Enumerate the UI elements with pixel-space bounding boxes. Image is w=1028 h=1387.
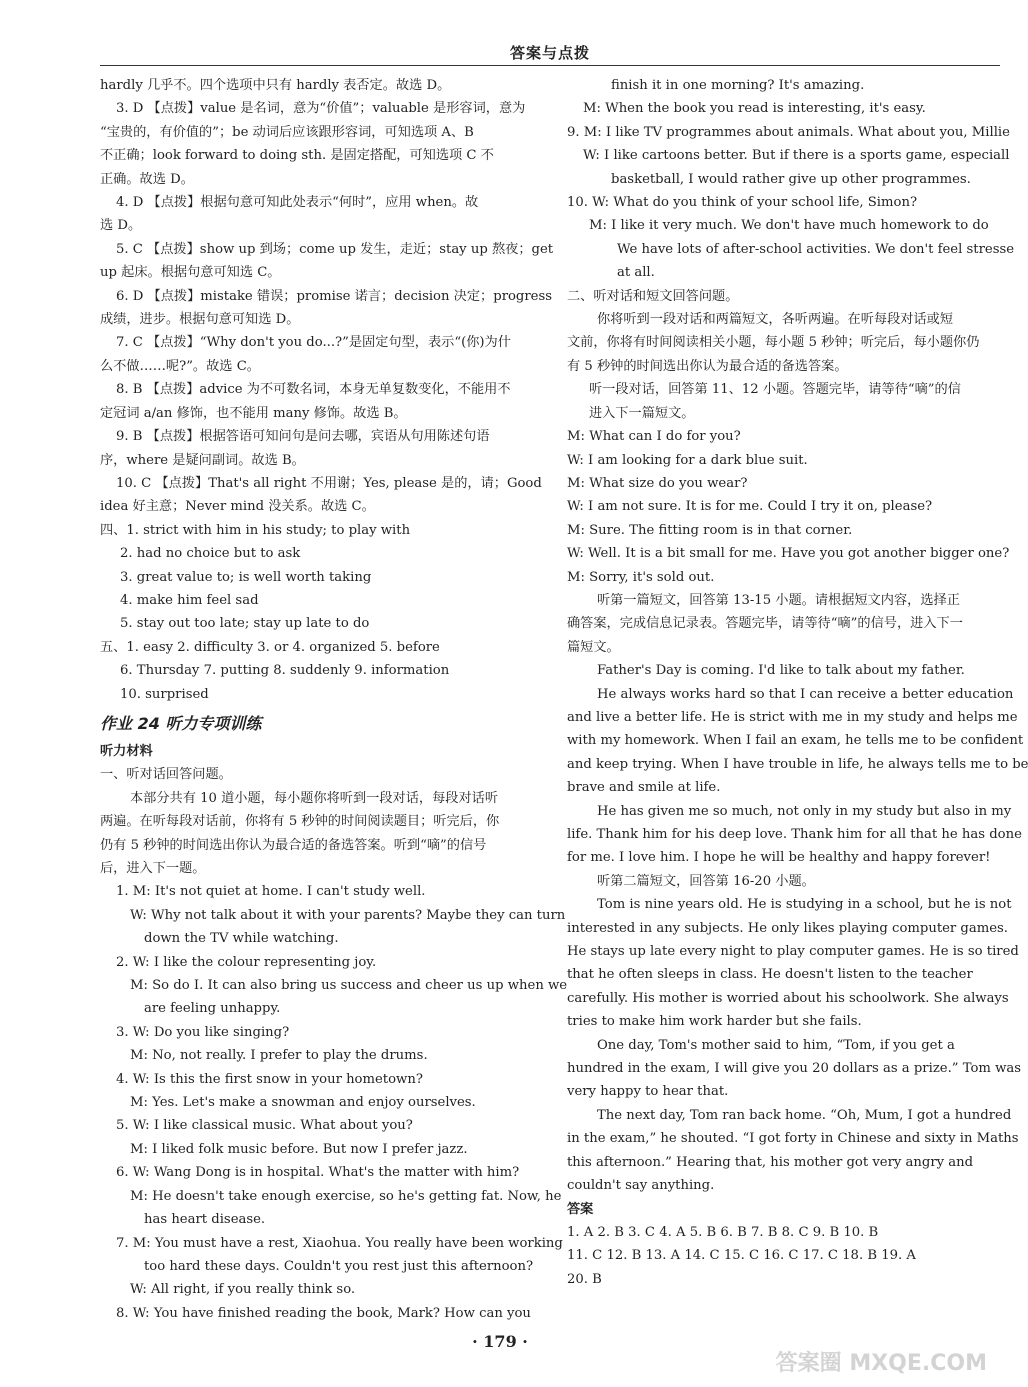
section-title: 作业 24 听力专项训练 [100,713,262,733]
text-line: 10. surprised [120,686,209,702]
page-number: · 179 · [472,1332,528,1351]
text-line: 7. C 【点拨】“Why don't you do...?”是固定句型，表示“(你)为什 [116,335,511,351]
text-line: He stays up late every night to play computer games. He is so tired [567,944,1019,960]
text-line: He always works hard so that I can receive a better education [597,686,1014,702]
text-line: “宝贵的，有价值的”；be 动词后应该跟形容词，可知选项 A、B [100,124,474,140]
text-line: 10. W: What do you think of your school life, Simon? [567,195,918,211]
text-line: down the TV while watching. [144,931,339,947]
text-line: M: I like it very much. We don't have much homework to do [589,218,989,234]
text-line: this afternoon.” Hearing that, his mother got very angry and [567,1154,974,1170]
text-line: M: Yes. Let's make a snowman and enjoy ourselves. [130,1095,476,1111]
text-line: M: When the book you read is interesting, it's easy. [583,101,926,117]
text-line: 3. great value to; is well worth taking [120,569,372,585]
text-line: interested in any subjects. He only likes playing computer games. [567,920,1008,936]
text-line: 篇短文。 [567,639,620,655]
text-line: 五、1. easy 2. difficulty 3. or 4. organized 5. before [100,639,440,655]
text-line: 6. W: Wang Dong is in hospital. What's the matter with him? [116,1165,520,1181]
text-line: Tom is nine years old. He is studying in a school, but he is not [597,897,1012,913]
text-line: and keep trying. When I have trouble in life, he always tells me to be [567,756,1028,772]
answers-line: 1. A 2. B 3. C 4. A 5. B 6. B 7. B 8. C 9. B 10. B [567,1224,879,1240]
text-line: carefully. His mother is worried about his schoolwork. She always [567,990,1009,1006]
answers-label: 答案 [567,1201,594,1217]
text-line: 仍有 5 秒钟的时间选出你认为最合适的备选答案。听到“嘀”的信号 [100,837,487,853]
text-line: 4. make him feel sad [120,592,259,608]
text-line: 听第二篇短文，回答第 16-20 小题。 [597,873,815,889]
text-line: that he often sleeps in class. He doesn't listen to the teacher [567,967,973,983]
text-line: 7. M: You must have a rest, Xiaohua. You really have been working [116,1235,563,1251]
text-line: are feeling unhappy. [144,1001,281,1017]
text-line: at all. [617,265,655,281]
text-line: W: All right, if you really think so. [130,1282,356,1298]
right-column [567,74,1028,1291]
text-line: hundred in the exam, I will give you 20 dollars as a prize.” Tom was [567,1061,1022,1077]
left-column [100,74,568,1325]
text-line: He has given me so much, not only in my study but also in my [597,803,1012,819]
text-line: 选 D。 [100,218,142,234]
text-line: 5. C 【点拨】show up 到场；come up 发生，走近；stay up 熬夜；get [116,241,554,257]
text-line: with my homework. When I fail an exam, he tells me to be confident [567,733,1024,749]
watermark-logo [775,1300,992,1380]
text-line: 序，where 是疑问副词。故选 B。 [100,452,305,468]
text-line: 一、听对话回答问题。 [100,767,232,783]
text-line: idea 好主意；Never mind 没关系。故选 C。 [100,499,375,515]
text-line: 定冠词 a/an 修饰，也不能用 many 修饰。故选 B。 [100,405,407,421]
page-header [100,42,1000,64]
text-line: has heart disease. [144,1212,266,1228]
text-line: 1. M: It's not quiet at home. I can't study well. [116,884,426,900]
text-line: W: Well. It is a bit small for me. Have you got another bigger one? [567,546,1010,562]
text-line: 你将听到一段对话和两篇短文，各听两遍。在听每段对话或短 [597,312,954,328]
text-line: M: What size do you wear? [567,475,748,491]
text-line: life. Thank him for his deep love. Thank him for all that he has done [567,827,1022,842]
text-line: Father's Day is coming. I'd like to talk about my father. [597,663,965,679]
text-line: 听第一篇短文，回答第 13-15 小题。请根据短文内容，选择正 [597,592,960,608]
text-line: 有 5 秒钟的时间选出你认为最合适的备选答案。 [567,358,848,374]
text-line: 9. M: I like TV programmes about animals. What about you, Millie [567,124,1010,140]
text-line: 四、1. strict with him in his study; to play with [100,522,411,538]
text-line: M: I liked folk music before. But now I prefer jazz. [130,1141,468,1157]
text-line: W: I am not sure. It is for me. Could I try it on, please? [567,499,933,515]
text-line: and live a better life. He is strict with me in my study and helps me [567,709,1018,725]
text-line: 文前，你将有时间阅读相关小题，每小题 5 秒钟；听完后，每小题你仍 [567,335,980,351]
text-line: 5. W: I like classical music. What about you? [116,1118,413,1134]
text-line: M: So do I. It can also bring us success and cheer us up when we [130,978,568,994]
text-line: 确答案，完成信息记录表。答题完毕，请等待“嘀”的信号，进入下一 [567,616,963,632]
text-line: 10. C 【点拨】That's all right 不用谢；Yes, please 是的，请；Good [116,475,542,491]
text-line: hardly 几乎不。四个选项中只有 hardly 表否定。故选 D。 [100,78,451,93]
text-line: brave and smile at life. [567,780,721,796]
text-line: M: Sorry, it's sold out. [567,569,715,585]
text-line: too hard these days. Couldn't you rest just this afternoon? [144,1258,534,1274]
text-line: 5. stay out too late; stay up late to do [120,616,370,632]
text-line: 不正确；look forward to doing sth. 是固定搭配，可知选项 C 不 [100,148,494,164]
text-line: 2. had no choice but to ask [120,546,301,562]
text-line: 6. D 【点拨】mistake 错误；promise 诺言；decision 决定；progress [116,288,553,304]
text-line: 3. D 【点拨】value 是名词，意为“价值”；valuable 是形容词，意为 [116,101,526,117]
header-title: 答案与点拨 [509,44,590,62]
text-line: M: He doesn't take enough exercise, so he's getting fat. Now, he [130,1188,562,1204]
text-line: 后，进入下一题。 [100,861,206,876]
text-line: 2. W: I like the colour representing joy. [116,954,377,970]
section-subtitle: 听力材料 [100,743,153,759]
text-line: up 起床。根据句意可知选 C。 [100,265,281,281]
text-line: M: What can I do for you? [567,429,741,445]
text-line: finish it in one morning? It's amazing. [611,78,865,93]
text-line: 9. B 【点拨】根据答语可知问句是问去哪，宾语从句用陈述句语 [116,429,490,445]
text-line: very happy to hear that. [567,1084,729,1100]
text-line: 8. B 【点拨】advice 为不可数名词，本身无单复数变化，不能用不 [116,382,511,398]
text-line: 两遍。在听每段对话前，你将有 5 秒钟的时间阅读题目；听完后，你 [100,814,500,830]
text-line: One day, Tom's mother said to him, “Tom, if you get a [597,1037,955,1053]
text-line: 进入下一篇短文。 [589,405,695,421]
text-line: tries to make him work harder but she fails. [567,1014,862,1030]
header-rule [100,65,1000,66]
text-line: for me. I love him. I hope he will be healthy and happy forever! [567,850,991,866]
text-line: 成绩，进步。根据句意可知选 D。 [100,312,300,328]
text-line: M: Sure. The fitting room is in that corner. [567,522,853,538]
text-line: We have lots of after-school activities. We don't feel stresse [617,241,1015,257]
text-line: basketball, I would rather give up other programmes. [611,171,971,187]
text-line: W: I like cartoons better. But if there is a sports game, especiall [583,148,1010,164]
text-line: 么不做……呢?”。故选 C。 [100,358,260,374]
text-line: couldn't say anything. [567,1178,715,1194]
text-line: W: Why not talk about it with your parents? Maybe they can turn [130,907,566,923]
text-line: 二、听对话和短文回答问题。 [567,288,739,304]
text-line: 正确。故选 D。 [100,171,194,187]
text-line: M: No, not really. I prefer to play the drums. [130,1048,428,1064]
text-line: The next day, Tom ran back home. “Oh, Mum, I got a hundred [597,1107,1012,1123]
text-line: 3. W: Do you like singing? [116,1024,290,1040]
text-line: 本部分共有 10 道小题，每小题你将听到一段对话，每段对话听 [130,790,499,806]
text-line: in the exam,” he shouted. “I got forty in Chinese and sixty in Maths [567,1131,1019,1147]
text-line: 8. W: You have finished reading the book, Mark? How can you [116,1305,531,1321]
text-line: 4. D 【点拨】根据句意可知此处表示“何时”，应用 when。故 [116,195,479,211]
text-line: 4. W: Is this the first snow in your hometown? [116,1071,423,1087]
watermark-text: 答案圈 MXQE.COM [775,1351,987,1376]
text-line: 听一段对话，回答第 11、12 小题。答题完毕，请等待“嘀”的信 [589,382,961,398]
answers-line: 11. C 12. B 13. A 14. C 15. C 16. C 17. C 18. B 19. A [567,1248,916,1264]
text-line: 6. Thursday 7. putting 8. suddenly 9. information [120,663,450,679]
answers-line: 20. B [567,1271,602,1287]
text-line: W: I am looking for a dark blue suit. [567,452,808,468]
